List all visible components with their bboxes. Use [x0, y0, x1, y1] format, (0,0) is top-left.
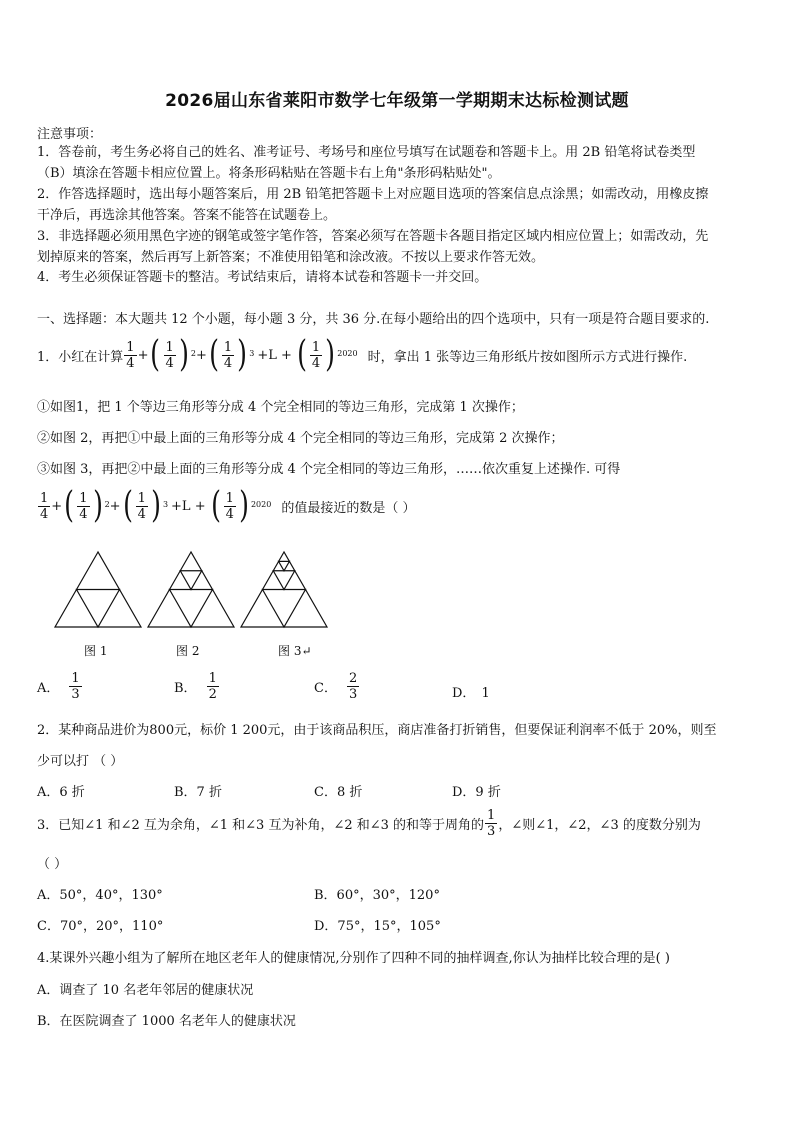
q3-stem: 3．已知∠1 和∠2 互为余角，∠1 和∠3 互为补角，∠2 和∠3 的和等于周角的 $\frac{1}{3}$ ，∠则∠1，∠2，∠3 的度数分别为 [37, 808, 701, 839]
figure-3-triangles [241, 552, 327, 627]
q1-step: ①如图1，把 1 个等边三角形等分成 4 个完全相同的等边三角形，完成第 1 次操作； [37, 400, 524, 415]
exponent: 3 [249, 348, 255, 358]
option-c[interactable]: C．8 折 [314, 785, 363, 800]
q1-prefix: 1．小红在计算 [37, 349, 124, 365]
notice-item: 干净后，再选涂其他答案。答案不能答在试题卷上。 [37, 208, 337, 223]
fraction: $\frac{1}{4}$ [126, 339, 135, 371]
exponent: 2020 [250, 499, 272, 509]
q2-stem: 少可以打 （ ） [37, 754, 124, 769]
option-a[interactable]: A．50°，40°，130° [37, 888, 163, 903]
q1-question-suffix: 的值最接近的数是（ ） [281, 500, 416, 516]
plus-sign: + [195, 347, 207, 363]
option-a[interactable]: A． $\frac{1}{3}$ [37, 671, 80, 702]
triangle-figures [50, 550, 330, 632]
option-d[interactable]: D．9 折 [452, 785, 501, 800]
option-a[interactable]: A．调查了 10 名老年邻居的健康状况 [37, 983, 254, 998]
option-b[interactable]: B．7 折 [174, 785, 222, 800]
option-a[interactable]: A．6 折 [37, 785, 85, 800]
figure-label: 图 1 [84, 644, 108, 658]
figure-1-triangles [55, 552, 141, 627]
plus-sign: + [137, 347, 149, 363]
q1-step: ③如图 3，再把②中最上面的三角形等分成 4 个完全相同的等边三角形，……依次重复上述操作. 可得 [37, 462, 621, 477]
notice-item: （B）填涂在答题卡相应位置上。将条形码粘贴在答题卡右上角"条形码粘贴处"。 [37, 166, 501, 181]
option-b[interactable]: B．在医院调查了 1000 名老年人的健康状况 [37, 1014, 296, 1029]
page-title: 2026届山东省莱阳市数学七年级第一学期期末达标检测试题 [165, 91, 629, 111]
q1-question: $\frac{1}{4}$ + ( $\frac{1}{4}$ ) 2 + ( $\frac{1}{4}$ ) 3 +L + ( $\frac{1}{4}$ ) 2020 的值最接近的数是（ ） [40, 485, 416, 526]
fraction: $\frac{1}{4}$ [225, 490, 234, 522]
fraction: $\frac{1}{4}$ [137, 490, 146, 522]
fraction: $\frac{1}{4}$ [165, 339, 174, 371]
option-c[interactable]: C．70°，20°，110° [37, 919, 164, 934]
figure-2-triangles [148, 552, 234, 627]
q1-suffix: 时，拿出 1 张等边三角形纸片按如图所示方式进行操作. [367, 349, 688, 365]
figure-label: 图 3↵ [278, 644, 312, 658]
notice-item: 2．作答选择题时，选出每小题答案后，用 2B 铅笔把答题卡上对应题目选项的答案信息点涂黑；如需改动，用橡皮擦 [37, 187, 709, 202]
fraction: $\frac{1}{4}$ [40, 490, 49, 522]
fraction: $\frac{1}{4}$ [79, 490, 88, 522]
option-d[interactable]: D．75°，15°，105° [314, 919, 441, 934]
q3-stem: （ ） [37, 857, 68, 872]
notice-item: 划掉原来的答案，然后再写上新答案；不准使用铅笔和涂改液。不按以上要求作答无效。 [37, 250, 545, 265]
notice-item: 1．答卷前，考生务必将自己的姓名、准考证号、考场号和座位号填写在试题卷和答题卡上。用 2B 铅笔将试卷类型 [37, 145, 696, 160]
q2-stem: 2．某种商品进价为800元，标价 1 200元，由于该商品积压，商店准备打折销售，但要保证利润率不低于 20%，则至 [37, 723, 717, 738]
figure-label: 图 2 [176, 644, 200, 658]
plus-sign: + [109, 498, 121, 514]
option-c[interactable]: C． $\frac{2}{3}$ [314, 671, 358, 702]
plus-sign: + [51, 498, 63, 514]
q4-stem: 4.某课外兴趣小组为了解所在地区老年人的健康情况,分别作了四种不同的抽样调查,你认为抽样比较合理的是( ) [37, 951, 670, 966]
fraction: $\frac{1}{4}$ [311, 339, 321, 371]
notice-heading: 注意事项： [37, 127, 103, 142]
notice-item: 3．非选择题必须用黑色字迹的钢笔或签字笔作答，答案必须写在答题卡各题目指定区域内相应位置上；如需改动，先 [37, 229, 709, 244]
ellipsis-term: +L + [171, 498, 206, 514]
exponent: 2 [104, 499, 110, 509]
option-b[interactable]: B．60°，30°，120° [314, 888, 440, 903]
option-b[interactable]: B． $\frac{1}{2}$ [174, 671, 217, 702]
exponent: 3 [162, 499, 169, 509]
ellipsis-term: +L + [257, 347, 292, 363]
q1-step: ②如图 2，再把①中最上面的三角形等分成 4 个完全相同的等边三角形，完成第 2 次操作； [37, 431, 564, 446]
notice-item: 4．考生必须保证答题卡的整洁。考试结束后，请将本试卷和答题卡一并交回。 [37, 270, 488, 285]
option-d[interactable]: D． 1 [452, 686, 490, 701]
fraction: $\frac{1}{4}$ [223, 339, 233, 371]
q1-stem: 1．小红在计算 $\frac{1}{4}$ + ( $\frac{1}{4}$ ) 2 + ( $\frac{1}{4}$ ) 3 +L + ( $\frac{1}{4}$ ) 2020 时，拿出 1 张等边三角形纸片按如图所示方式进行操作. [37, 334, 688, 375]
exponent: 2 [190, 348, 196, 358]
section-heading: 一、选择题：本大题共 12 个小题，每小题 3 分，共 36 分.在每小题给出的四个选项中，只有一项是符合题目要求的. [37, 312, 710, 327]
exponent: 2020 [337, 348, 358, 358]
